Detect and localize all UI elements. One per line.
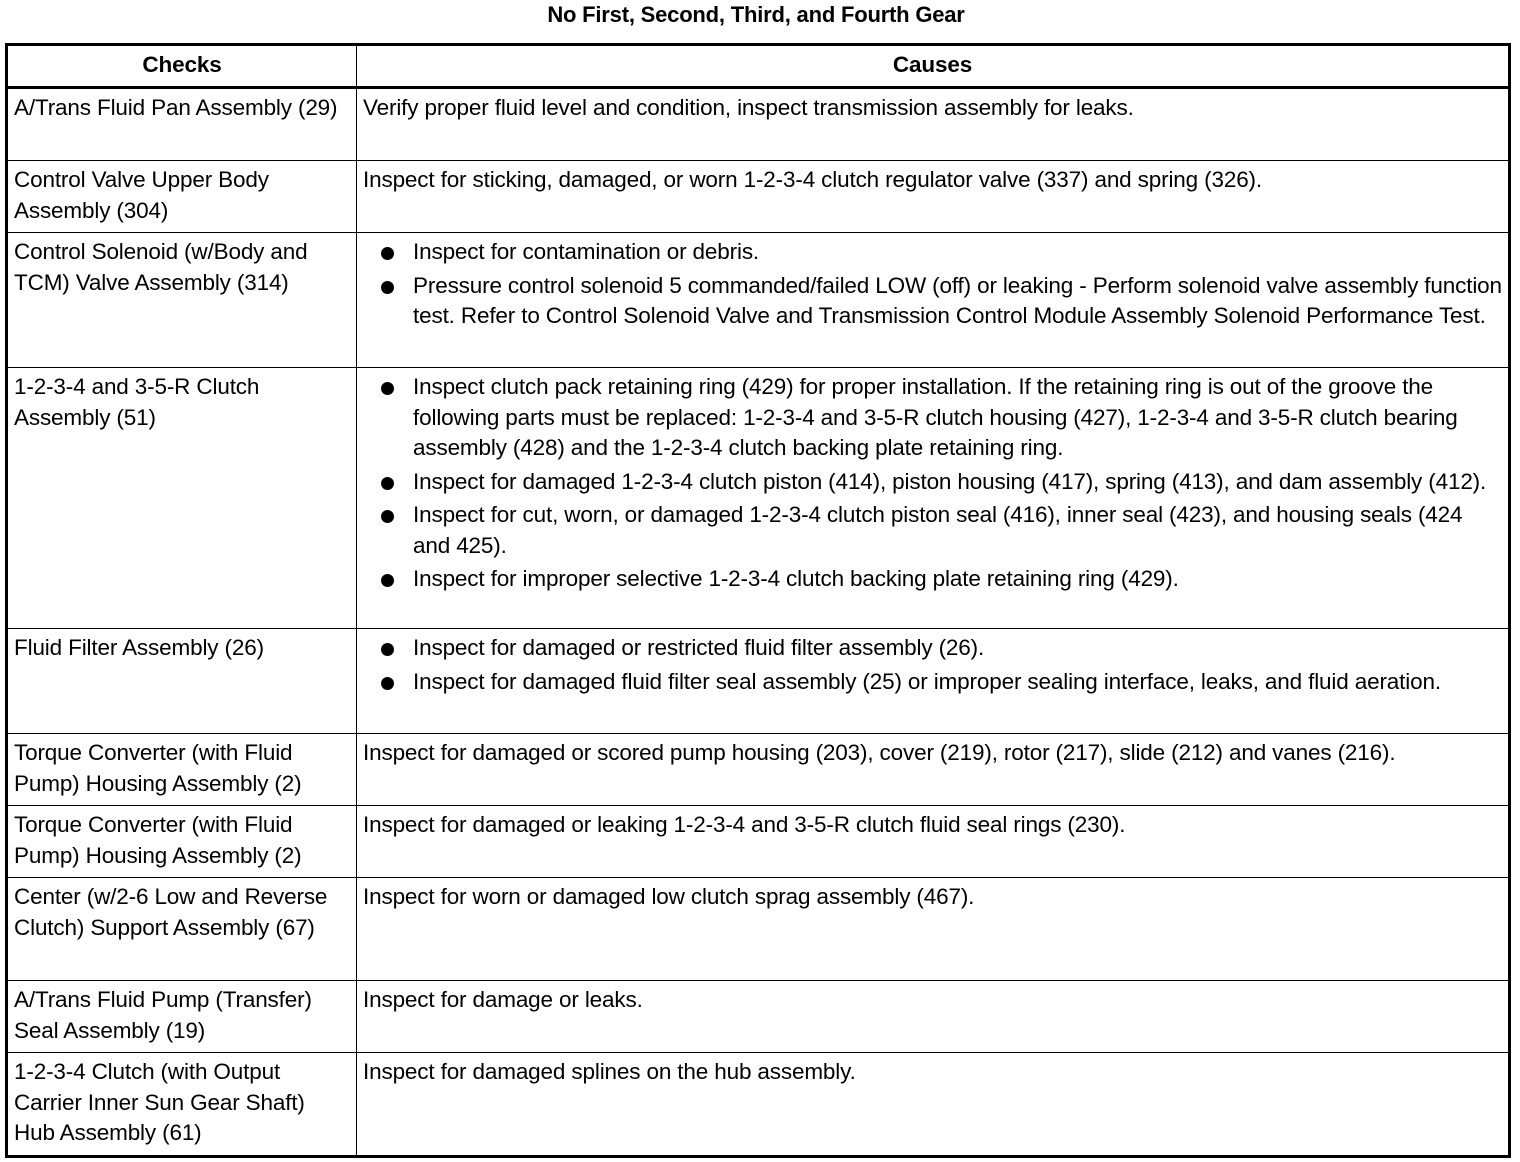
table-row [7, 629, 1510, 734]
cause-bullet-list [363, 633, 1502, 697]
bullet-icon [381, 643, 394, 656]
cause-cell [357, 981, 1510, 1053]
check-cell: Torque Converter (with Fluid Pump) Housing Assembly (2) [7, 806, 357, 878]
check-cell: Torque Converter (with Fluid Pump) Housing Assembly (2) [7, 734, 357, 806]
cause-bullet-text: Inspect for improper selective 1-2-3-4 clutch backing plate retaining ring (429). [413, 566, 1179, 591]
table-row [7, 981, 1510, 1053]
table-row [7, 233, 1510, 368]
cause-bullet-item [363, 271, 1502, 332]
cause-bullet-item [363, 667, 1502, 698]
cause-bullet-item [363, 500, 1502, 561]
cause-bullet-text: Inspect for damaged or restricted fluid filter assembly (26). [413, 635, 985, 660]
cause-text: Verify proper fluid level and condition, inspect transmission assembly for leaks. [363, 95, 1134, 120]
cause-cell [357, 88, 1510, 161]
bullet-icon [381, 510, 394, 523]
cause-cell [357, 1053, 1510, 1157]
cause-bullet-item [363, 372, 1502, 464]
table-row [7, 88, 1510, 161]
bullet-icon [381, 477, 394, 490]
table-row [7, 806, 1510, 878]
bullet-icon [381, 677, 394, 690]
diagnostic-table [5, 43, 1511, 1158]
check-cell: Fluid Filter Assembly (26) [7, 629, 357, 734]
cause-bullet-text: Inspect clutch pack retaining ring (429) for proper installation. If the retaining ring is out of the groove the following parts must be replaced: 1-2-3-4 and 3-5-R clutch housing (427), 1-2-3-4 and 3-5-R clutch bearing assembly (428) and the 1-2-3-4 clutch backing plate retaining ring. [413, 374, 1458, 460]
cause-bullet-text: Inspect for cut, worn, or damaged 1-2-3-4 clutch piston seal (416), inner seal (423), and housing seals (424 and 425). [413, 502, 1463, 558]
bullet-icon [381, 382, 394, 395]
check-cell: 1-2-3-4 Clutch (with Output Carrier Inner Sun Gear Shaft) Hub Assembly (61) [7, 1053, 357, 1157]
cause-text: Inspect for damaged or leaking 1-2-3-4 and 3-5-R clutch fluid seal rings (230). [363, 812, 1126, 837]
check-cell: 1-2-3-4 and 3-5-R Clutch Assembly (51) [7, 368, 357, 629]
cause-bullet-text: Pressure control solenoid 5 commanded/failed LOW (off) or leaking - Perform solenoid valve assembly function test. Refer to Control Solenoid Valve and Transmission Control Module Assembly Solenoid Performance Test. [413, 272, 1502, 328]
cause-cell [357, 629, 1510, 734]
cause-bullet-text: Inspect for contamination or debris. [413, 239, 760, 264]
cause-text: Inspect for worn or damaged low clutch sprag assembly (467). [363, 884, 975, 909]
cause-bullet-text: Inspect for damaged 1-2-3-4 clutch piston (414), piston housing (417), spring (413), and dam assembly (412). [413, 468, 1487, 494]
check-cell: Control Solenoid (w/Body and TCM) Valve Assembly (314) [7, 233, 357, 368]
header-row [7, 45, 1510, 88]
cause-cell [357, 734, 1510, 806]
cause-text: Inspect for damage or leaks. [363, 987, 643, 1012]
bullet-icon [381, 247, 394, 260]
cause-bullet-text: Inspect for damaged fluid filter seal assembly (25) or improper sealing interface, leaks, and fluid aeration. [413, 668, 1441, 694]
check-cell: A/Trans Fluid Pump (Transfer) Seal Assembly (19) [7, 981, 357, 1053]
cause-cell [357, 161, 1510, 233]
check-cell: Center (w/2-6 Low and Reverse Clutch) Support Assembly (67) [7, 878, 357, 981]
table-title: No First, Second, Third, and Fourth Gear [547, 2, 965, 27]
cause-cell [357, 806, 1510, 878]
cause-bullet-item [363, 237, 1502, 268]
cause-bullet-list [363, 237, 1502, 332]
bullet-icon [381, 281, 394, 294]
table-row [7, 734, 1510, 806]
table-row [7, 161, 1510, 233]
cause-bullet-list [363, 372, 1502, 595]
cause-text: Inspect for sticking, damaged, or worn 1-2-3-4 clutch regulator valve (337) and spring (326). [363, 167, 1263, 192]
table-row [7, 368, 1510, 629]
check-cell: Control Valve Upper Body Assembly (304) [7, 161, 357, 233]
table-row [7, 1053, 1510, 1157]
bullet-icon [381, 574, 394, 587]
cause-bullet-item [363, 467, 1502, 498]
cause-text: Inspect for damaged or scored pump housing (203), cover (219), rotor (217), slide (212) and vanes (216). [363, 740, 1396, 765]
cause-bullet-item [363, 633, 1502, 664]
cause-cell [357, 368, 1510, 629]
cause-bullet-item [363, 564, 1502, 595]
cause-cell [357, 878, 1510, 981]
column-header-causes: Causes [357, 45, 1510, 88]
cause-text: Inspect for damaged splines on the hub assembly. [363, 1059, 856, 1084]
cause-cell [357, 233, 1510, 368]
check-cell: A/Trans Fluid Pan Assembly (29) [7, 88, 357, 161]
table-row [7, 878, 1510, 981]
column-header-checks: Checks [7, 45, 357, 88]
